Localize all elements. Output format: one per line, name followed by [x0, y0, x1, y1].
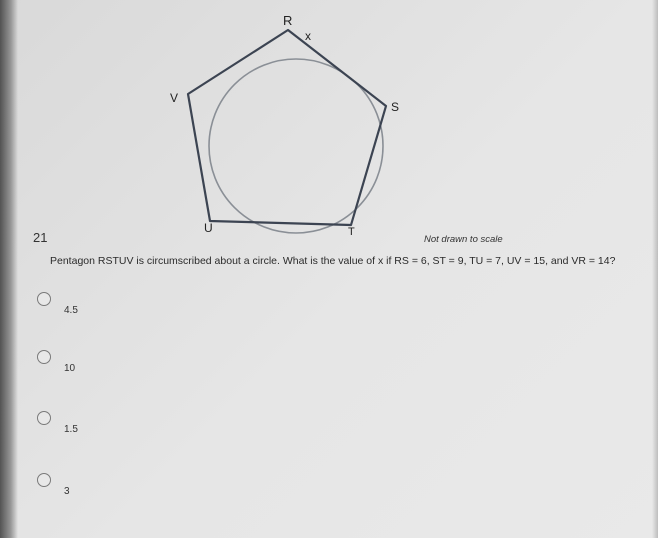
- answer-option-label: 4.5: [64, 305, 78, 316]
- answer-option-label: 10: [64, 363, 76, 374]
- radio-button[interactable]: [37, 411, 51, 425]
- segment-label-x: x: [305, 29, 311, 43]
- radio-button[interactable]: [37, 292, 51, 306]
- scale-note: Not drawn to scale: [424, 234, 503, 245]
- page-right-edge: [652, 0, 658, 538]
- answer-option-1[interactable]: [37, 292, 157, 318]
- answer-option-label: 3: [64, 486, 70, 497]
- answer-option-4[interactable]: [37, 473, 157, 499]
- vertex-label-r: R: [283, 13, 293, 28]
- radio-button[interactable]: [37, 350, 51, 364]
- page-edge-shadow: [0, 0, 18, 538]
- vertex-label-v: V: [170, 91, 179, 105]
- vertex-label-u: U: [204, 221, 213, 235]
- question-text: Pentagon RSTUV is circumscribed about a circle. What is the value of x if RS = 6, ST = 9, TU = 7, UV = 15, and VR = 14?: [50, 255, 616, 267]
- question-number: 21: [33, 230, 48, 245]
- pentagon-figure: [165, 8, 415, 240]
- answer-option-3[interactable]: [37, 411, 157, 437]
- radio-button[interactable]: [37, 473, 51, 487]
- vertex-label-s: S: [391, 100, 400, 114]
- answer-option-2[interactable]: [37, 350, 157, 376]
- answer-option-label: 1.5: [64, 424, 78, 435]
- vertex-label-t: T: [348, 226, 355, 238]
